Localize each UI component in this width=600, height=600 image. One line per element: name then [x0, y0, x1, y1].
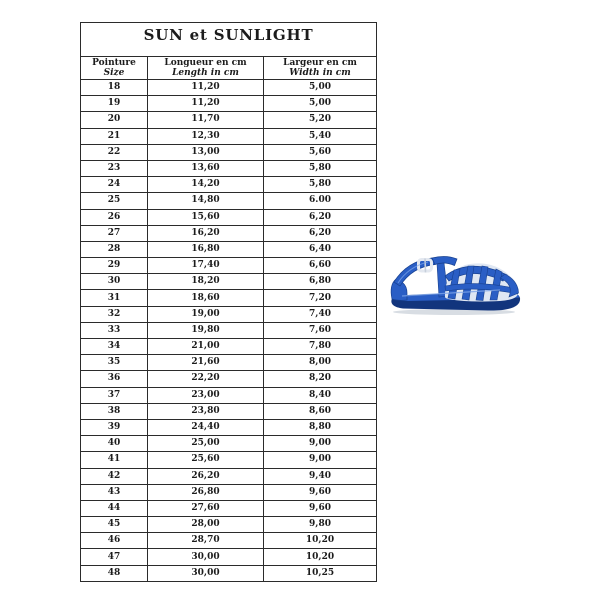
table-cell: 5,20: [264, 112, 377, 128]
table-cell: 7,20: [264, 290, 377, 306]
table-cell: 6,40: [264, 241, 377, 257]
table-cell: 25: [81, 193, 148, 209]
table-cell: 11,20: [148, 96, 264, 112]
table-row: [81, 128, 377, 144]
title-row: [81, 23, 377, 57]
table-cell: 9,60: [264, 500, 377, 516]
table-cell: 9,80: [264, 517, 377, 533]
table-cell: 16,80: [148, 241, 264, 257]
table-cell: 6,20: [264, 209, 377, 225]
table-cell: 5,60: [264, 144, 377, 160]
table-cell: 9,60: [264, 484, 377, 500]
table-cell: 6.00: [264, 193, 377, 209]
table-cell: 9,40: [264, 468, 377, 484]
table-cell: 9,00: [264, 436, 377, 452]
table-row: [81, 419, 377, 435]
table-cell: 26: [81, 209, 148, 225]
table-cell: 10,20: [264, 549, 377, 565]
table-row: [81, 306, 377, 322]
table-cell: 8,00: [264, 355, 377, 371]
table-cell: 20: [81, 112, 148, 128]
table-cell: 23: [81, 160, 148, 176]
table-cell: 30,00: [148, 565, 264, 581]
table-cell: 21: [81, 128, 148, 144]
table-cell: 21,60: [148, 355, 264, 371]
table-cell: 15,60: [148, 209, 264, 225]
table-cell: 27: [81, 225, 148, 241]
table-cell: 14,20: [148, 177, 264, 193]
table-cell: 43: [81, 484, 148, 500]
table-row: [81, 193, 377, 209]
table-cell: 24,40: [148, 419, 264, 435]
table-row: [81, 500, 377, 516]
table-cell: 22,20: [148, 371, 264, 387]
size-chart-table: [80, 22, 377, 582]
table-row: [81, 436, 377, 452]
sandal-front-strap: [432, 256, 457, 265]
table-cell: 30: [81, 274, 148, 290]
column-header: Longueur en cm Length in cm: [148, 57, 264, 80]
table-cell: 8,60: [264, 403, 377, 419]
table-row: [81, 387, 377, 403]
table-row: [81, 565, 377, 581]
sandal-buckle-prong: [425, 259, 426, 273]
column-header: Largeur en cm Width in cm: [264, 57, 377, 80]
table-cell: 45: [81, 517, 148, 533]
size-chart: [80, 22, 376, 582]
table-cell: 5,00: [264, 96, 377, 112]
table-cell: 44: [81, 500, 148, 516]
table-cell: 8,20: [264, 371, 377, 387]
product-photo: [388, 252, 524, 318]
table-cell: 46: [81, 533, 148, 549]
table-row: [81, 144, 377, 160]
table-row: [81, 484, 377, 500]
table-cell: 21,00: [148, 339, 264, 355]
table-cell: 5,40: [264, 128, 377, 144]
table-row: [81, 258, 377, 274]
table-cell: 18,20: [148, 274, 264, 290]
table-cell: 10,25: [264, 565, 377, 581]
table-cell: 35: [81, 355, 148, 371]
table-cell: 12,30: [148, 128, 264, 144]
page-title: SUN et SUNLIGHT: [81, 23, 377, 57]
table-cell: 40: [81, 436, 148, 452]
table-row: [81, 290, 377, 306]
table-cell: 8,80: [264, 419, 377, 435]
table-cell: 34: [81, 339, 148, 355]
table-cell: 31: [81, 290, 148, 306]
header-row: [81, 57, 377, 80]
table-cell: 5,80: [264, 160, 377, 176]
table-cell: 27,60: [148, 500, 264, 516]
table-cell: 25,00: [148, 436, 264, 452]
table-cell: 23,80: [148, 403, 264, 419]
table-cell: 5,80: [264, 177, 377, 193]
table-cell: 6,60: [264, 258, 377, 274]
table-cell: 19: [81, 96, 148, 112]
table-cell: 48: [81, 565, 148, 581]
table-cell: 38: [81, 403, 148, 419]
table-row: [81, 160, 377, 176]
table-cell: 41: [81, 452, 148, 468]
table-cell: 16,20: [148, 225, 264, 241]
table-row: [81, 452, 377, 468]
size-table-body: [81, 80, 377, 582]
table-cell: 42: [81, 468, 148, 484]
table-cell: 32: [81, 306, 148, 322]
table-cell: 26,80: [148, 484, 264, 500]
table-row: [81, 403, 377, 419]
table-cell: 5,00: [264, 80, 377, 96]
table-cell: 25,60: [148, 452, 264, 468]
table-cell: 24: [81, 177, 148, 193]
table-cell: 6,20: [264, 225, 377, 241]
table-cell: 13,60: [148, 160, 264, 176]
table-cell: 22: [81, 144, 148, 160]
table-row: [81, 177, 377, 193]
table-row: [81, 549, 377, 565]
table-cell: 7,60: [264, 322, 377, 338]
table-row: [81, 468, 377, 484]
table-cell: 17,40: [148, 258, 264, 274]
table-cell: 10,20: [264, 533, 377, 549]
table-cell: 23,00: [148, 387, 264, 403]
table-cell: 28,70: [148, 533, 264, 549]
table-cell: 26,20: [148, 468, 264, 484]
table-cell: 11,70: [148, 112, 264, 128]
table-cell: 8,40: [264, 387, 377, 403]
table-cell: 39: [81, 419, 148, 435]
table-row: [81, 112, 377, 128]
table-cell: 7,40: [264, 306, 377, 322]
table-cell: 47: [81, 549, 148, 565]
table-row: [81, 533, 377, 549]
table-cell: 14,80: [148, 193, 264, 209]
table-cell: 11,20: [148, 80, 264, 96]
table-cell: 30,00: [148, 549, 264, 565]
table-cell: 13,00: [148, 144, 264, 160]
table-row: [81, 96, 377, 112]
table-row: [81, 371, 377, 387]
table-row: [81, 274, 377, 290]
column-header: Pointure Size: [81, 57, 148, 80]
table-cell: 29: [81, 258, 148, 274]
table-row: [81, 209, 377, 225]
table-cell: 6,80: [264, 274, 377, 290]
table-cell: 7,80: [264, 339, 377, 355]
table-cell: 37: [81, 387, 148, 403]
table-cell: 9,00: [264, 452, 377, 468]
table-cell: 28: [81, 241, 148, 257]
table-row: [81, 355, 377, 371]
table-cell: 18,60: [148, 290, 264, 306]
table-cell: 36: [81, 371, 148, 387]
table-row: [81, 80, 377, 96]
table-row: [81, 517, 377, 533]
table-cell: 19,80: [148, 322, 264, 338]
table-cell: 19,00: [148, 306, 264, 322]
table-cell: 28,00: [148, 517, 264, 533]
table-cell: 18: [81, 80, 148, 96]
table-row: [81, 225, 377, 241]
table-row: [81, 241, 377, 257]
blue-jelly-sandal-image: [388, 252, 524, 318]
table-row: [81, 322, 377, 338]
table-row: [81, 339, 377, 355]
table-cell: 33: [81, 322, 148, 338]
